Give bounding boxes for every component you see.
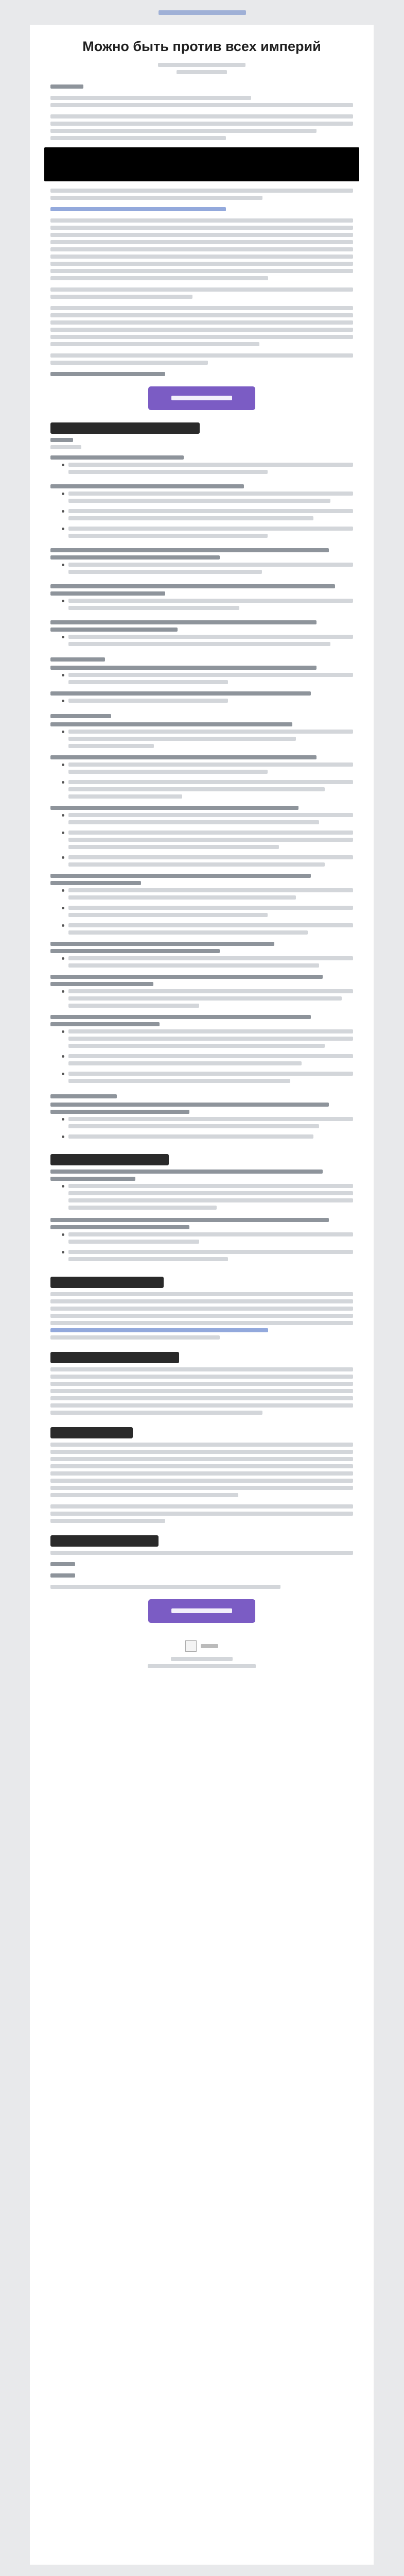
bullet [62, 1232, 353, 1247]
intro-paragraph-3 [50, 189, 353, 200]
view-in-browser-bar [0, 0, 404, 25]
section-1-subhead-6 [50, 666, 317, 670]
section-1-subhead-9 [50, 755, 317, 759]
bullet [62, 635, 353, 649]
bullet [62, 509, 353, 523]
section-1-subhead-13 [50, 975, 323, 979]
bullet [62, 1184, 353, 1213]
intro-meta [50, 63, 353, 74]
bullet [62, 906, 353, 920]
section-1-kicker-1 [50, 438, 73, 442]
section-1-bullet-list-15 [62, 1117, 353, 1142]
section-2-subhead-1 [50, 1170, 323, 1174]
logo-placeholder [201, 1644, 218, 1648]
cta-row-secondary [50, 1599, 353, 1623]
section-5-paragraph-1 [50, 1443, 353, 1497]
bullet [62, 956, 353, 971]
bullet [62, 730, 353, 751]
section-1-bullet-list-10 [62, 813, 353, 870]
bullet [62, 888, 353, 903]
intro-paragraph-6 [50, 306, 353, 346]
bullet [62, 673, 353, 687]
bullet [62, 1072, 353, 1086]
intro-paragraph-4 [50, 218, 353, 280]
section-6-paragraph-1 [50, 1551, 353, 1555]
bullet [62, 1029, 353, 1051]
bullet [62, 762, 353, 777]
section-3-paragraph [50, 1292, 353, 1340]
bullet [62, 855, 353, 870]
section-1-bullet-list-6 [62, 673, 353, 687]
support-button-secondary[interactable] [148, 1599, 255, 1623]
bullet [62, 463, 353, 477]
intro-paragraph-2 [50, 114, 353, 140]
section-1-subhead-10 [50, 806, 298, 810]
bullet [62, 1134, 353, 1142]
section-1-subhead-15 [50, 1103, 329, 1107]
section-1-bullet-list-13 [62, 989, 353, 1011]
intro-meta-line-2 [177, 70, 227, 74]
bullet [62, 780, 353, 802]
section-1-bullet-list-5 [62, 635, 353, 649]
intro-link-line [50, 207, 353, 211]
bullet [62, 1054, 353, 1069]
bullet [62, 492, 353, 506]
section-heading-3 [50, 1277, 164, 1288]
section-heading-6 [50, 1535, 159, 1547]
section-1-bullet-list-3 [62, 563, 353, 577]
intro-meta-line-1 [158, 63, 245, 67]
section-1-subhead-14 [50, 1015, 311, 1019]
bullet [62, 1250, 353, 1264]
section-2-bullet-list-2 [62, 1232, 353, 1264]
section-1-subhead-12 [50, 942, 274, 946]
bullet [62, 813, 353, 827]
section-1-bullet-list-4 [62, 599, 353, 613]
hero-black-banner [44, 147, 359, 181]
section-1-bullet-list-1 [62, 463, 353, 477]
section-1-bullet-list-8 [62, 730, 353, 751]
section-1-subhead-8 [50, 722, 292, 726]
section-1-bullet-list-9 [62, 762, 353, 802]
section-heading-4 [50, 1352, 179, 1363]
section-1-bullet-list-11 [62, 888, 353, 938]
section-4-paragraph [50, 1367, 353, 1415]
section-1-bullet-list-12 [62, 956, 353, 971]
section-1-subhead-5 [50, 620, 317, 624]
section-1-subhead-1 [50, 455, 184, 460]
intro-paragraph-8 [50, 372, 353, 376]
bullet [62, 699, 353, 706]
bullet [62, 989, 353, 1011]
section-2-bullet-list-1 [62, 1184, 353, 1213]
view-in-browser-placeholder [159, 10, 246, 15]
section-1-bullet-list-7 [62, 699, 353, 706]
intro-paragraph-5 [50, 287, 353, 299]
section-5-paragraph-2 [50, 1504, 353, 1523]
support-button-primary-placeholder [171, 396, 232, 400]
intro-paragraph-7 [50, 353, 353, 365]
greeting [50, 84, 353, 89]
section-6-paragraph-2 [50, 1562, 353, 1578]
bullet [62, 831, 353, 852]
bullet [62, 563, 353, 577]
section-6-paragraph-3 [50, 1585, 353, 1589]
footer-meta [50, 1657, 353, 1668]
bullet [62, 527, 353, 541]
footer-logo-row [50, 1640, 353, 1652]
section-1-subhead-7 [50, 691, 311, 696]
support-button-primary[interactable] [148, 386, 255, 410]
email-title: Можно быть против всех империй [82, 39, 321, 54]
cta-row-primary [50, 386, 353, 410]
section-1-label-repressions [50, 714, 111, 718]
section-1-bullet-list-14 [62, 1029, 353, 1086]
greeting-line [50, 84, 83, 89]
intro-paragraph-1 [50, 96, 353, 107]
bullet [62, 923, 353, 938]
bullet [62, 1117, 353, 1131]
section-heading-1 [50, 422, 200, 434]
bullet [62, 599, 353, 613]
section-heading-5 [50, 1427, 133, 1438]
support-button-secondary-placeholder [171, 1608, 232, 1613]
view-in-browser-link[interactable] [159, 10, 246, 15]
section-1-subhead-2 [50, 484, 244, 488]
section-2-subhead-2 [50, 1218, 329, 1222]
email-card [30, 25, 374, 2565]
section-1-label-sanctions [50, 657, 105, 662]
section-1-subhead-11 [50, 874, 311, 878]
section-1-kicker-2 [50, 445, 81, 449]
broken-image-icon [185, 1640, 197, 1652]
section-1-bullet-list-2 [62, 492, 353, 541]
section-1-subhead-3 [50, 548, 329, 552]
section-heading-2 [50, 1154, 169, 1165]
section-1-label-resistance [50, 1094, 117, 1098]
section-1-subhead-4 [50, 584, 335, 588]
